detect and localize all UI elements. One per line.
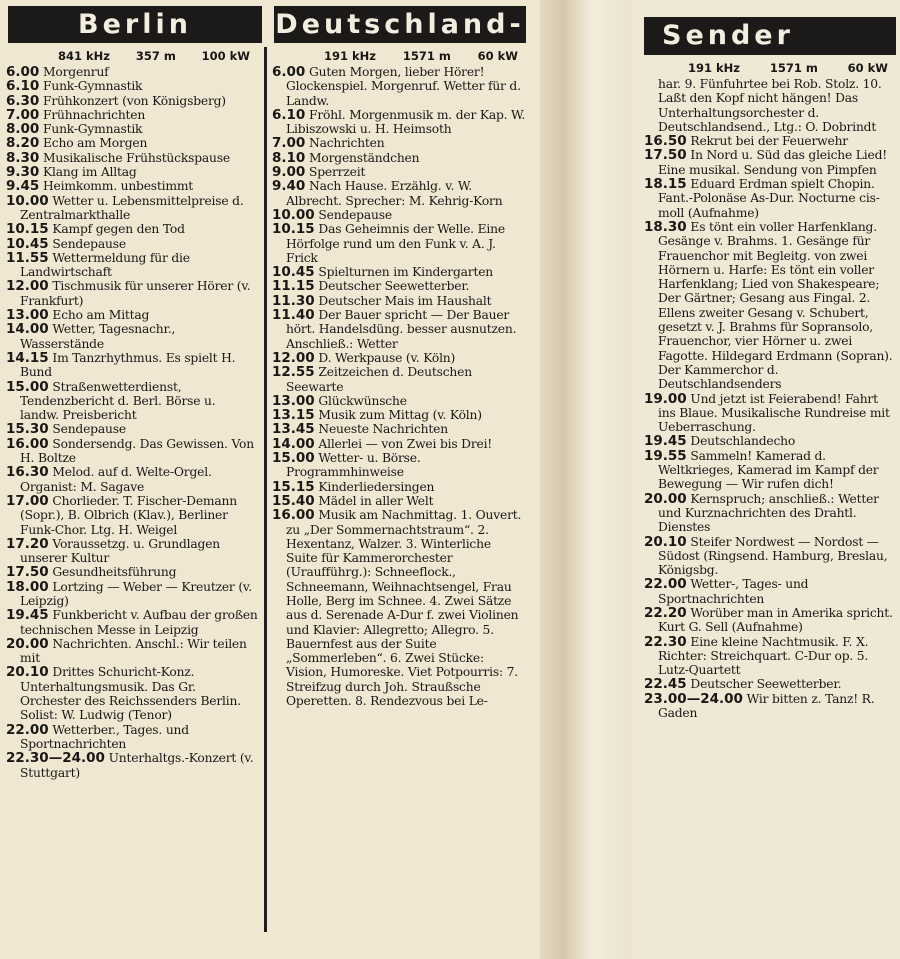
- program-time: 22.30—24.00: [6, 750, 105, 767]
- program-text: Lortzing — Weber — Kreutzer (v. Leipzig): [20, 579, 252, 608]
- program-entry: [272, 365, 526, 394]
- sender-column: [644, 59, 896, 720]
- program-text: D. Werkpause (v. Köln): [314, 350, 456, 365]
- program-entry: [272, 108, 526, 137]
- program-time: 6.10: [272, 106, 306, 123]
- program-entry: [272, 408, 526, 422]
- program-time: 8.30: [6, 149, 40, 166]
- program-entry: [272, 451, 526, 480]
- program-time: 15.15: [272, 478, 315, 495]
- program-text: Fröhl. Morgenmusik m. der Kap. W. Libiszowski u. H. Heimsoth: [286, 107, 526, 137]
- program-time: 18.30: [644, 218, 687, 235]
- program-time: 22.00: [644, 576, 687, 593]
- program-text: Echo am Mittag: [48, 308, 150, 323]
- berlin-program-list: [6, 65, 258, 780]
- program-entry: [272, 508, 526, 708]
- program-entry: [272, 65, 526, 108]
- program-text: Funk-Gymnastik: [39, 79, 143, 94]
- program-time: 11.40: [272, 307, 315, 324]
- program-text: Der Bauer spricht — Der Bauer hört. Handelsdüng. besser ausnutzen. Anschließ.: Wetter: [286, 308, 517, 351]
- program-text: Es tönt ein voller Harfenklang. Gesänge v. Brahms. 1. Gesänge für Frauenchor mit Begleitg. von zwei Hörnern u. Harfe: Es tönt ein voller Harfenklang; Lied von Shakespeare; Der Gärtner; Gesang aus Fingal. 2. Ellens zweiter Gesang v. Schubert, gesetzt v. J. Brahms für Sopransolo, Frauenchor, vier Hörner u. zwei Fagotte. Hildegard Erdmann (Sopran). Der Kammerchor d. Deutschlandsenders: [658, 219, 893, 392]
- program-time: 12.55: [272, 364, 315, 381]
- program-entry: [6, 322, 258, 351]
- program-entry: [272, 494, 526, 508]
- program-text: Gesundheitsführung: [48, 565, 177, 580]
- program-time: 17.20: [6, 535, 49, 552]
- program-time: 19.55: [644, 447, 687, 464]
- program-entry: [6, 237, 258, 251]
- program-entry: [6, 580, 258, 609]
- program-time: 22.20: [644, 604, 687, 621]
- program-entry: [6, 308, 258, 322]
- deutschland-column: [272, 47, 526, 708]
- program-time: 11.30: [272, 292, 315, 309]
- program-entry: [644, 434, 896, 448]
- program-time: 7.00: [6, 106, 40, 123]
- sender-wavelength: 1571 m: [769, 61, 818, 75]
- program-time: 18.15: [644, 176, 687, 193]
- program-text: Eduard Erdman spielt Chopin. Fant.-Polonäse As-Dur. Nocturne cis-moll (Aufnahme): [658, 177, 880, 220]
- program-time: 19.00: [644, 390, 687, 407]
- program-time: 15.40: [272, 492, 315, 509]
- program-text: Wetterber., Tages. und Sportnachrichten: [20, 722, 189, 751]
- program-text: Heimkomm. unbestimmt: [39, 179, 194, 194]
- program-time: 15.00: [272, 450, 315, 467]
- program-entry: [272, 136, 526, 150]
- sender-power: 60 kW: [847, 61, 888, 75]
- deutschland-program-list: [272, 65, 526, 708]
- program-text: Straßenwetterdienst, Tendenzbericht d. Berl. Börse u. landw. Preisbericht: [20, 379, 216, 423]
- program-entry: [6, 94, 258, 108]
- program-time: 22.30: [644, 633, 687, 650]
- program-entry: [6, 179, 258, 193]
- program-time: 6.00: [6, 64, 40, 80]
- program-text: Frühnachrichten: [39, 107, 146, 122]
- berlin-column: [6, 47, 258, 780]
- program-text: Funk-Gymnastik: [39, 122, 143, 137]
- program-time: 12.00: [272, 349, 315, 366]
- program-text: Unterhaltgs.-Konzert (v. Stuttgart): [20, 751, 254, 780]
- program-text: Kernspruch; anschließ.: Wetter und Kurznachrichten des Drahtl. Dienstes: [658, 491, 879, 535]
- program-time: 18.00: [6, 578, 49, 595]
- program-text: Wetter- u. Börse. Programmhinweise: [286, 451, 421, 480]
- program-entry: [644, 635, 896, 678]
- deutschland-heading: Deutschland-: [274, 6, 526, 43]
- program-text: Wir bitten z. Tanz! R. Gaden: [658, 691, 875, 721]
- program-text: Drittes Schuricht-Konz. Unterhaltungsmusik. Das Gr. Orchester des Reichssenders Berlin. Solist: W. Ludwig (Tenor): [20, 665, 241, 723]
- program-entry: [6, 380, 258, 423]
- program-time: 9.30: [6, 164, 40, 181]
- berlin-power: 100 kW: [201, 49, 250, 63]
- program-entry: [6, 108, 258, 122]
- program-text: Rekrut bei der Feuerwehr: [686, 134, 848, 149]
- program-entry: [272, 351, 526, 365]
- column-divider: [264, 47, 267, 932]
- program-entry: [6, 422, 258, 436]
- program-entry: [644, 535, 896, 578]
- program-entry: [272, 208, 526, 222]
- program-time: 10.00: [6, 192, 49, 209]
- program-text: Guten Morgen, lieber Hörer! Glockenspiel. Morgenruf. Wetter für d. Landw.: [286, 65, 521, 108]
- program-time: 8.20: [6, 135, 40, 152]
- program-time: 10.45: [6, 235, 49, 252]
- program-entry: [6, 251, 258, 280]
- program-text: Deutscher Mais im Haushalt: [314, 293, 492, 308]
- program-time: 9.40: [272, 178, 306, 195]
- program-text: Wetter u. Lebensmittelpreise d. Zentralmarkthalle: [20, 193, 244, 222]
- program-time: 15.00: [6, 378, 49, 395]
- program-time: 10.00: [272, 206, 315, 223]
- program-time: 17.50: [6, 564, 49, 581]
- program-entry: [6, 437, 258, 466]
- program-entry: [272, 394, 526, 408]
- program-text: Zeitzeichen d. Deutschen Seewarte: [286, 365, 472, 394]
- program-text: Sammeln! Kamerad d. Weltkrieges, Kamerad im Kampf der Bewegung — Wir rufen dich!: [658, 448, 879, 492]
- program-time: 10.15: [6, 221, 49, 238]
- program-entry: [644, 492, 896, 535]
- program-text: In Nord u. Süd das gleiche Lied! Eine musikal. Sendung von Pimpfen: [658, 148, 888, 177]
- program-entry: [6, 465, 258, 494]
- program-text: Worüber man in Amerika spricht. Kurt G. Sell (Aufnahme): [658, 605, 893, 635]
- program-text: Nach Hause. Erzählg. v. W. Albrecht. Sprecher: M. Kehrig-Korn: [286, 179, 503, 208]
- program-text: Wettermeldung für die Landwirtschaft: [20, 250, 190, 280]
- program-time: 16.00: [272, 507, 315, 524]
- program-entry: [272, 294, 526, 308]
- program-time: 23.00—24.00: [644, 690, 743, 707]
- program-text: Sondersendg. Das Gewissen. Von H. Boltze: [20, 436, 254, 466]
- program-entry: [6, 608, 258, 637]
- program-entry: [644, 449, 896, 492]
- program-time: 8.00: [6, 121, 40, 138]
- program-time: 10.45: [272, 264, 315, 281]
- program-entry: [644, 577, 896, 606]
- program-entry: [272, 179, 526, 208]
- program-entry: [272, 265, 526, 279]
- program-time: 6.00: [272, 64, 306, 80]
- berlin-wavelength: 357 m: [135, 49, 176, 63]
- program-entry: [6, 136, 258, 150]
- program-time: 15.30: [6, 421, 49, 438]
- program-time: 16.00: [6, 435, 49, 452]
- program-entry: [644, 677, 896, 691]
- program-time: 13.00: [272, 392, 315, 409]
- program-text: Kinderliedersingen: [314, 479, 435, 494]
- program-time: 8.10: [272, 149, 306, 166]
- program-time: 6.30: [6, 92, 40, 109]
- program-entry: [272, 165, 526, 179]
- program-text: Morgenständchen: [305, 150, 420, 165]
- program-entry: [272, 151, 526, 165]
- program-time: 11.15: [272, 278, 315, 295]
- program-text: Deutschlandecho: [686, 434, 796, 449]
- program-time: 22.45: [644, 676, 687, 693]
- program-text: Nachrichten: [305, 136, 385, 151]
- program-text: Morgenruf: [39, 65, 109, 79]
- sender-frequency: [644, 59, 896, 77]
- book-gutter: [540, 0, 632, 959]
- program-time: 16.50: [644, 133, 687, 150]
- program-entry: [644, 177, 896, 220]
- deutschland-frequency: [272, 47, 526, 65]
- program-time: 16.30: [6, 464, 49, 481]
- program-entry: [6, 494, 258, 537]
- program-time: 17.50: [644, 147, 687, 164]
- program-time: 14.15: [6, 349, 49, 366]
- program-text: Musik am Nachmittag. 1. Ouvert. zu „Der Sommernachtstraum“. 2. Hexentanz, Walzer. 3. Winterliche Suite für Kammerorchester (Uraufführg.): Schneeflock., Schneemann, Weihnachtsengel, Frau Holle, Berg im Schnee. 4. Zwei Sätze aus d. Serenade A-Dur f. zwei Violinen und Klavier: Allegretto; Allegro. 5. Bauernfest aus der Suite „Sommerleben“. 6. Zwei Stücke: Vision, Humoreske. Viet Potpourris: 7. Streifzug durch Joh. Straußsche Operetten. 8. Rendezvous bei Le-: [286, 508, 522, 709]
- program-entry: [6, 723, 258, 752]
- program-text: Frühkonzert (von Königsberg): [39, 93, 226, 108]
- program-text: Voraussetzg. u. Grundlagen unserer Kultur: [20, 536, 220, 566]
- program-text: Steifer Nordwest — Nordost — Südost (Ringsend. Hamburg, Breslau, Königsbg.: [658, 534, 888, 578]
- program-time: 20.10: [6, 664, 49, 681]
- program-text: Sperrzeit: [305, 165, 366, 180]
- program-entry: [644, 392, 896, 435]
- program-time: 13.15: [272, 407, 315, 424]
- program-time: 11.55: [6, 249, 49, 266]
- program-text: Neueste Nachrichten: [314, 422, 448, 437]
- program-entry: [6, 79, 258, 93]
- program-text: Musikalische Frühstückspause: [39, 150, 230, 165]
- program-time: 20.10: [644, 533, 687, 550]
- program-entry: [6, 537, 258, 566]
- program-text: Kampf gegen den Tod: [48, 222, 185, 237]
- program-time: 14.00: [6, 321, 49, 338]
- program-time: 7.00: [272, 135, 306, 152]
- program-entry: [644, 148, 896, 177]
- program-text: Wetter, Tagesnachr., Wasserstände: [20, 322, 176, 351]
- deutschland-khz: 191 kHz: [324, 49, 376, 63]
- berlin-heading: Berlin: [8, 6, 262, 43]
- program-text: Sendepause: [48, 236, 126, 251]
- program-entry: [272, 437, 526, 451]
- berlin-frequency: [6, 47, 258, 65]
- program-text: Deutscher Seewetterber.: [686, 677, 842, 692]
- deutschland-wavelength: 1571 m: [402, 49, 451, 63]
- program-text: Melod. auf d. Welte-Orgel. Organist: M. Sagave: [20, 465, 212, 494]
- program-entry: [272, 279, 526, 293]
- program-entry: [644, 220, 896, 392]
- program-entry: [6, 637, 258, 666]
- program-text: Deutscher Seewetterber.: [314, 279, 470, 294]
- program-time: 19.45: [6, 607, 49, 624]
- program-text: Mädel in aller Welt: [314, 493, 434, 508]
- deutschland-power: 60 kW: [477, 49, 518, 63]
- program-text: Tischmusik für unserer Hörer (v. Frankfurt): [20, 279, 251, 308]
- program-entry: [272, 222, 526, 265]
- program-time: 19.45: [644, 433, 687, 450]
- program-time: 6.10: [6, 78, 40, 95]
- program-entry: [644, 692, 896, 721]
- program-time: 22.00: [6, 721, 49, 738]
- program-time: 12.00: [6, 278, 49, 295]
- program-text: Sendepause: [314, 207, 392, 222]
- sender-heading: Sender: [644, 17, 896, 55]
- program-text: Und jetzt ist Feierabend! Fahrt ins Blaue. Musikalische Rundreise mit Ueberraschung.: [658, 391, 890, 435]
- program-entry: [6, 751, 258, 780]
- program-text: Klang im Alltag: [39, 165, 137, 180]
- program-entry: [6, 151, 258, 165]
- program-text: Sendepause: [48, 422, 126, 437]
- sender-khz: 191 kHz: [688, 61, 740, 75]
- program-entry: [272, 480, 526, 494]
- berlin-khz: 841 kHz: [58, 49, 110, 63]
- program-entry: [272, 422, 526, 436]
- program-entry: [6, 194, 258, 223]
- program-time: 13.00: [6, 307, 49, 324]
- program-time: 20.00: [6, 635, 49, 652]
- program-entry: [644, 134, 896, 148]
- program-entry: [6, 351, 258, 380]
- program-text: Das Geheimnis der Welle. Eine Hörfolge rund um den Funk v. A. J. Frick: [286, 222, 505, 265]
- program-text: Chorlieder. T. Fischer-Demann (Sopr.), B. Olbrich (Klav.), Berliner Funk-Chor. Ltg. H. Weigel: [20, 493, 237, 537]
- program-text: Allerlei — von Zwei bis Drei!: [314, 436, 493, 451]
- program-entry: [6, 165, 258, 179]
- program-text: Funkbericht v. Aufbau der großen technischen Messe in Leipzig: [20, 608, 258, 637]
- program-text: Im Tanzrhythmus. Es spielt H. Bund: [20, 350, 236, 380]
- program-text: Glückwünsche: [314, 393, 407, 408]
- program-text: Wetter-, Tages- und Sportnachrichten: [658, 577, 809, 606]
- program-entry: [6, 565, 258, 579]
- program-entry: [6, 122, 258, 136]
- program-time: 9.45: [6, 178, 40, 195]
- program-time: 13.45: [272, 421, 315, 438]
- program-time: 9.00: [272, 164, 306, 181]
- program-text: Echo am Morgen: [39, 136, 148, 151]
- program-entry: [272, 308, 526, 351]
- program-time: 10.15: [272, 221, 315, 238]
- sender-continuation: har. 9. Fünfuhrtee bei Rob. Stolz. 10. Laßt den Kopf nicht hängen! Das Unterhaltungsorchester d. Deutschlandsend., Ltg.: O. Dobrindt: [658, 77, 882, 134]
- program-text: Spielturnen im Kindergarten: [314, 265, 494, 280]
- program-entry: [644, 606, 896, 635]
- program-text: Eine kleine Nachtmusik. F. X. Richter: Streichquart. C-Dur op. 5. Lutz-Quartett: [658, 634, 869, 678]
- program-time: 17.00: [6, 492, 49, 509]
- program-text: Nachrichten. Anschl.: Wir teilen mit: [20, 636, 247, 666]
- program-time: 20.00: [644, 490, 687, 507]
- program-entry: [6, 665, 258, 722]
- program-time: 14.00: [272, 435, 315, 452]
- program-entry: [6, 222, 258, 236]
- sender-program-list: [644, 77, 896, 720]
- program-text: Musik zum Mittag (v. Köln): [314, 408, 482, 423]
- program-entry: [6, 279, 258, 308]
- program-entry: [6, 65, 258, 79]
